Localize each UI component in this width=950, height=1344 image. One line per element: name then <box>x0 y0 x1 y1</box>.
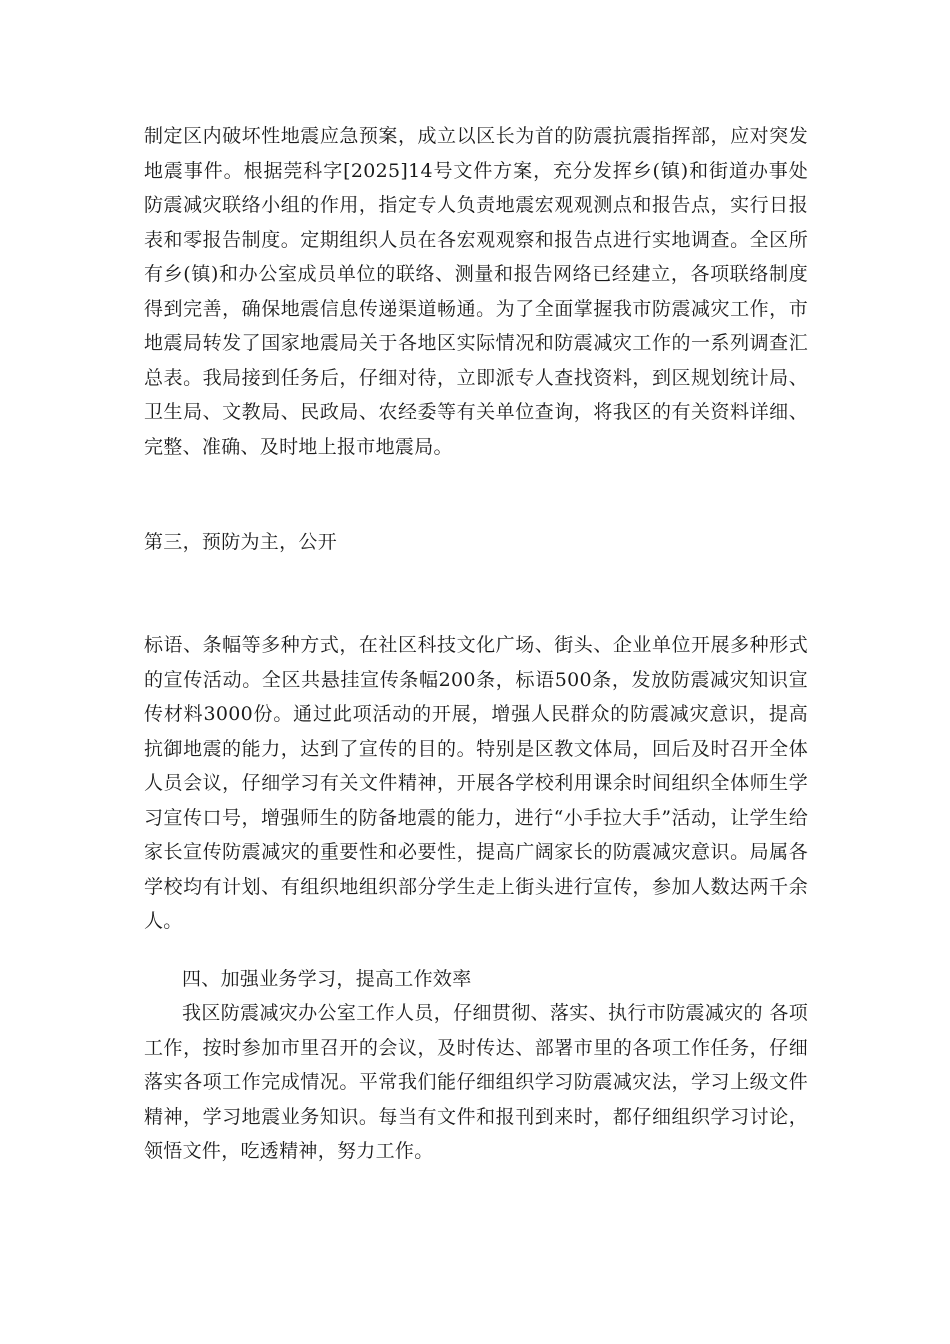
section-heading-prevention: 第三，预防为主，公开 <box>144 531 338 553</box>
section-heading-study: 四、加强业务学习，提高工作效率 <box>182 968 472 990</box>
paragraph-emergency-plan: 制定区内破坏性地震应急预案，成立以区长为首的防震抗震指挥部，应对突发地震事件。根据莞科字[2025]14号文件方案，充分发挥乡(镇)和街道办事处防震减灾联络小组的作用，指定专人负责地震宏观观测点和报告点，实行日报表和零报告制度。定期组织人员在各宏观观察和报告点进行实地调查。全区所有乡(镇)和办公室成员单位的联络、测量和报告网络已经建立，各项联络制度得到完善，确保地震信息传递渠道畅通。为了全面掌握我市防震减灾工作，市地震局转发了国家地震局关于各地区实际情况和防震减灾工作的一系列调查汇总表。我局接到任务后，仔细对待，立即派专人查找资料，到区规划统计局、卫生局、文教局、民政局、农经委等有关单位查询，将我区的有关资料详细、完整、准确、及时地上报市地震局。 <box>144 125 808 458</box>
paragraph-publicity: 标语、条幅等多种方式，在社区科技文化广场、街头、企业单位开展多种形式的宣传活动。全区共悬挂宣传条幅200条，标语500条，发放防震减灾知识宣传材料3000份。通过此项活动的开展，增强人民群众的防震减灾意识，提高抗御地震的能力，达到了宣传的目的。特别是区教文体局，回后及时召开全体人员会议，仔细学习有关文件精神，开展各学校利用课余时间组织全体师生学习宣传口号，增强师生的防备地震的能力，进行“小手拉大手”活动，让学生给家长宣传防震减灾的重要性和必要性，提高广阔家长的防震减灾意识。局属各学校均有计划、有组织地组织部分学生走上街头进行宣传，参加人数达两千余人。 <box>144 634 808 932</box>
paragraph-study: 我区防震减灾办公室工作人员，仔细贯彻、落实、执行市防震减灾的 各项工作，按时参加市里召开的会议，及时传达、部署市里的各项工作任务，仔细落实各项工作完成情况。平常我们能仔细组织学习防震减灾法，学习上级文件精神，学习地震业务知识。每当有文件和报刊到来时，都仔细组织学习讨论，领悟文件，吃透精神，努力工作。 <box>144 1002 808 1162</box>
